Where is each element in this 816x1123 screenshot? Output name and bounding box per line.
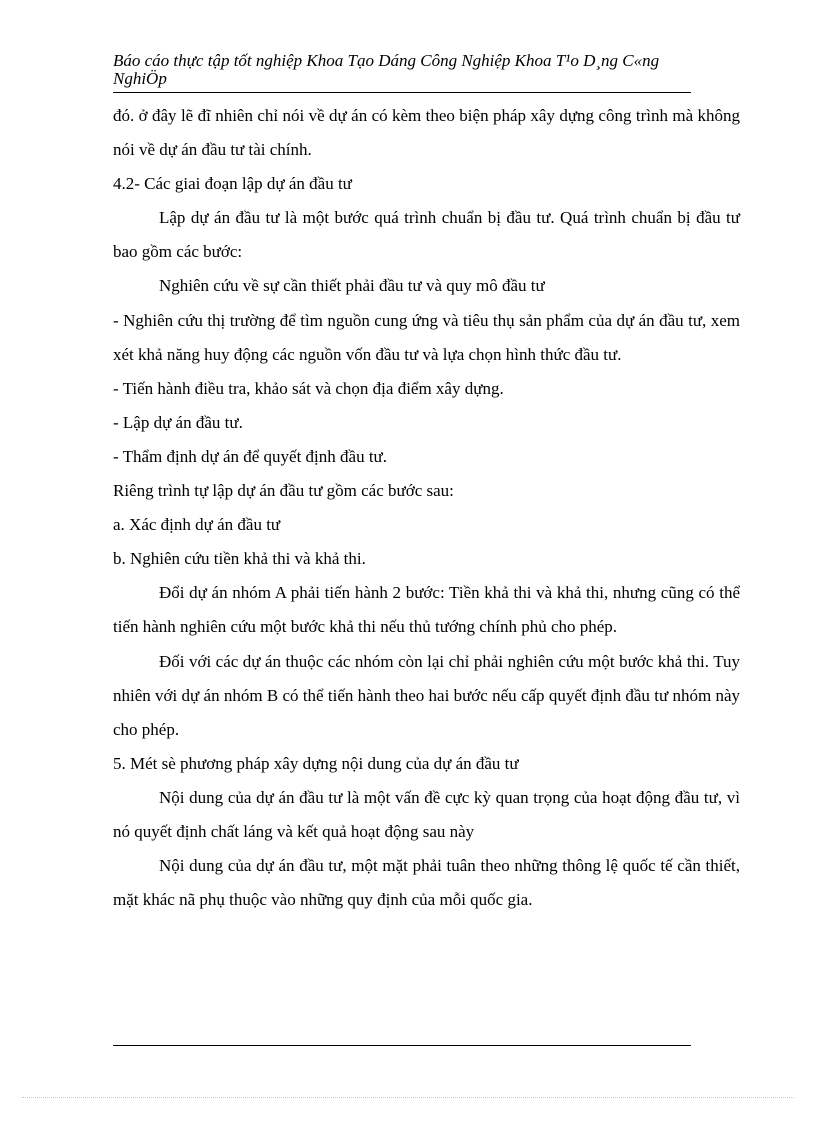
- paragraph: Lập dự án đầu tư là một bước quá trình chuẩn bị đầu tư. Quá trình chuẩn bị đầu tư bao gồm các bước:: [113, 208, 740, 262]
- page-bottom-edge: [22, 1097, 794, 1098]
- document-body: [113, 99, 740, 917]
- paragraph: Đối với các dự án thuộc các nhóm còn lại chỉ phải nghiên cứu một bước khả thi. Tuy nhiên với dự án nhóm B có thể tiến hành theo hai bước nếu cấp quyết định đầu tư nhóm này cho phép.: [113, 651, 740, 739]
- paragraph: Nghiên cứu về sự cần thiết phải đầu tư và quy mô đầu tư: [159, 276, 545, 296]
- list-item: - Tiến hành điều tra, khảo sát và chọn địa điểm xây dựng.: [113, 378, 504, 398]
- list-item: - Lập dự án đầu tư.: [113, 412, 243, 432]
- header-title-line1: Báo cáo thực tập tốt nghiệp Khoa Tạo Dáng Công Nghiệp Khoa T¹o D¸ng C«ng: [113, 52, 660, 70]
- paragraph: đó. ở đây lẽ đĩ nhiên chỉ nói về dự án có kèm theo biện pháp xây dựng công trình mà không nói về dự án đầu tư tài chính.: [113, 106, 740, 160]
- list-item: - Thẩm định dự án để quyết định đầu tư.: [113, 446, 388, 466]
- list-item: - Nghiên cứu thị trường để tìm nguồn cung ứng và tiêu thụ sản phẩm của dự án đầu tư, xem xét khả năng huy động các nguồn vốn đầu tư và lựa chọn hình thức đầu tư.: [113, 310, 740, 364]
- footer-rule: [113, 1045, 691, 1046]
- section-heading: 5. Mét sè phương pháp xây dựng nội dung của dự án đầu tư: [113, 753, 519, 773]
- section-heading: 4.2- Các giai đoạn lập dự án đầu tư: [113, 174, 352, 194]
- paragraph: Nội dung của dự án đầu tư là một vấn đề cực kỳ quan trọng của hoạt động đầu tư, vì nó quyết định chất láng và kết quả hoạt động sau này: [113, 787, 740, 841]
- paragraph: Nội dung của dự án đầu tư, một mặt phải tuân theo những thông lệ quốc tế cần thiết, mặt khác nã phụ thuộc vào những quy định của mỗi quốc gia.: [113, 856, 740, 910]
- paragraph: Riêng trình tự lập dự án đầu tư gồm các bước sau:: [113, 481, 454, 501]
- list-item: b. Nghiên cứu tiền khả thi và khả thi.: [113, 549, 366, 569]
- header-title-line2: NghiÖp: [113, 69, 167, 88]
- paragraph: Đổi dự án nhóm A phải tiến hành 2 bước: Tiền khả thi và khả thi, nhưng cũng có thể tiến hành nghiên cứu một bước khả thi nếu thủ tướng chính phủ cho phép.: [113, 583, 740, 637]
- page-header: [113, 52, 691, 93]
- list-item: a. Xác định dự án đầu tư: [113, 515, 281, 535]
